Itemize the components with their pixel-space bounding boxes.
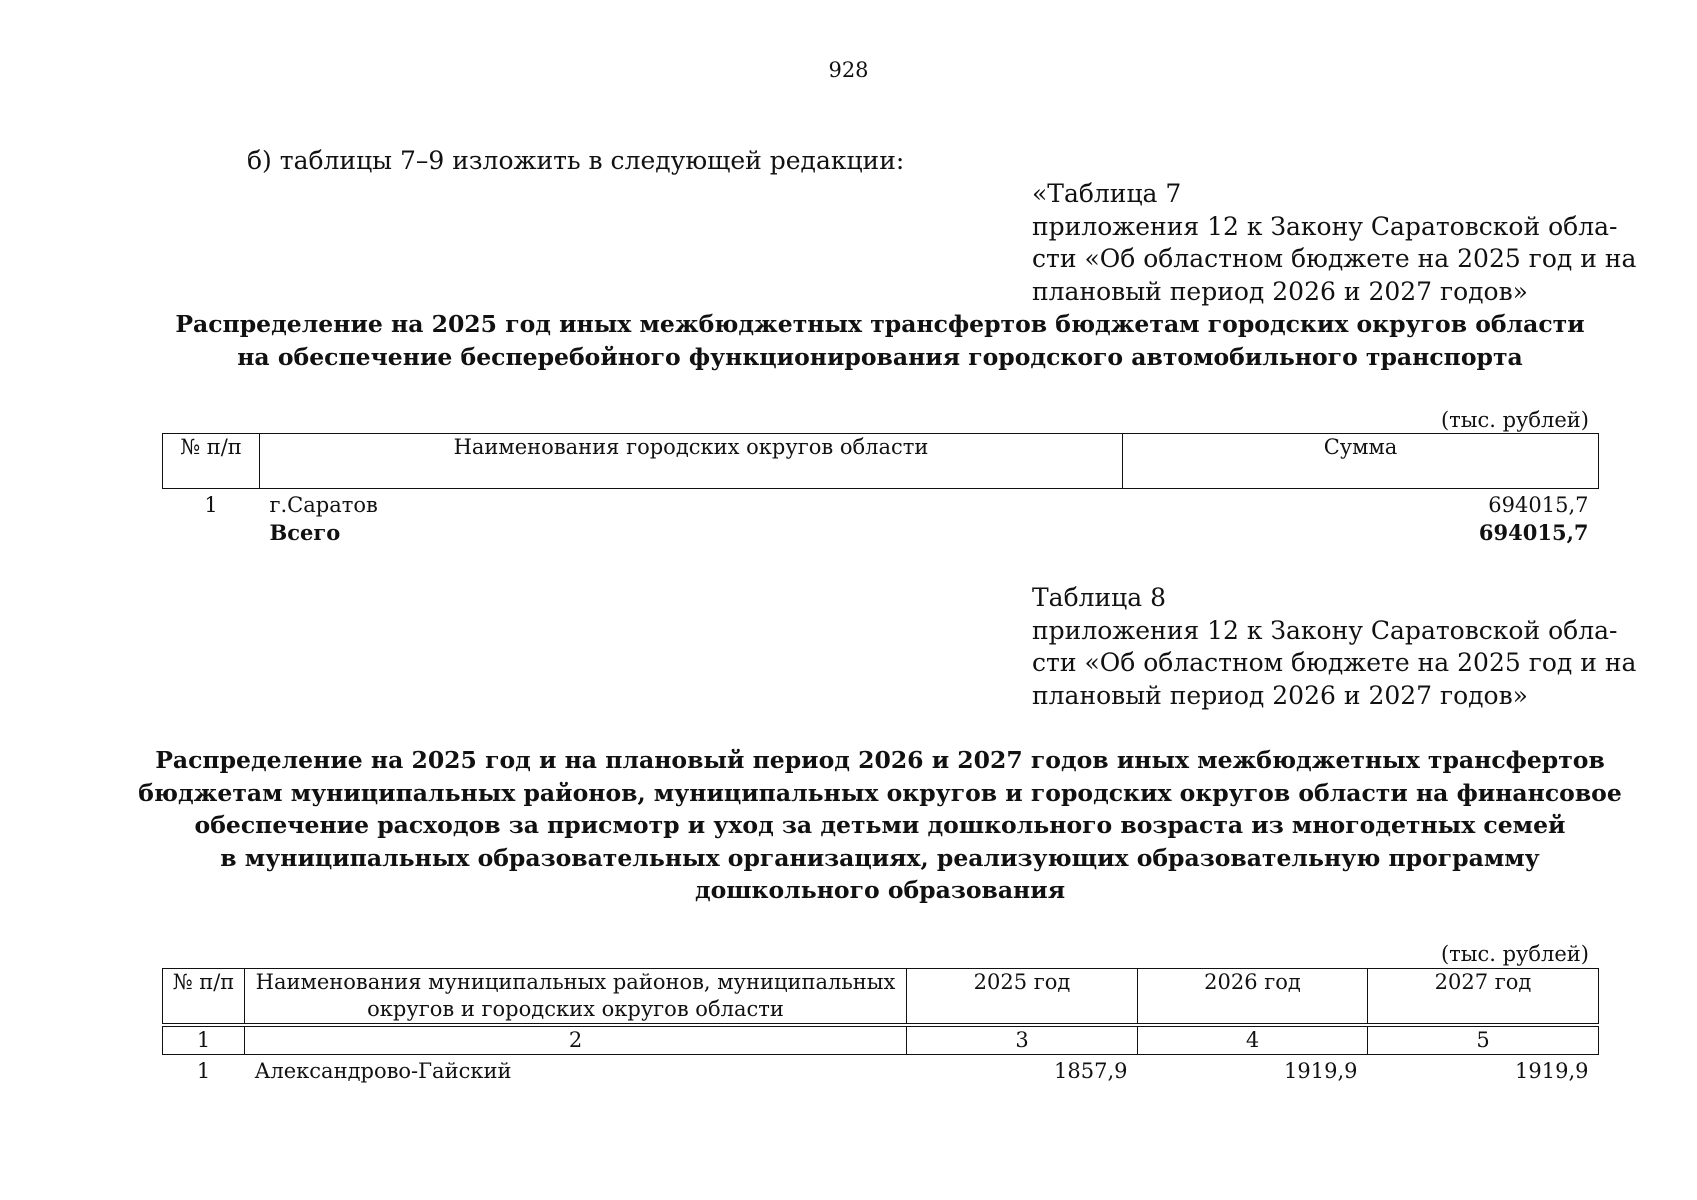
header-2025: 2025 год — [907, 969, 1138, 1026]
table8-appendix-reference — [1032, 582, 1637, 712]
table8-title — [120, 744, 1640, 907]
column-number: 5 — [1368, 1025, 1599, 1055]
table8-unit-label: (тыс. рублей) — [1440, 942, 1589, 966]
row-num: 1 — [204, 493, 218, 517]
title-line: бюджетам муниципальных районов, муниципальных округов и городских округов области на финансовое — [138, 778, 1622, 807]
row-num: 1 — [196, 1059, 211, 1083]
intro-text: б) таблицы 7–9 изложить в следующей редакции: — [247, 146, 905, 175]
column-number: 4 — [1138, 1025, 1368, 1055]
row-2025: 1857,9 — [1054, 1059, 1128, 1083]
column-number: 1 — [163, 1025, 245, 1055]
appendix-line: сти «Об областном бюджете на 2025 год и на — [1032, 244, 1637, 273]
total-row — [163, 519, 1599, 546]
table-row — [163, 489, 1599, 520]
table7-header-row — [163, 434, 1599, 489]
row-sum: 694015,7 — [1488, 493, 1589, 517]
page-number: 928 — [828, 58, 869, 82]
row-name: Александрово-Гайский — [254, 1059, 512, 1083]
table7 — [162, 433, 1599, 546]
row-2027: 1919,9 — [1515, 1059, 1589, 1083]
table8-header-row — [163, 969, 1599, 1026]
title-line: обеспечение расходов за присмотр и уход за детьми дошкольного возраста из многодетных семей — [194, 811, 1566, 839]
title-line: Распределение на 2025 год иных межбюджетных трансфертов бюджетам городских округов области — [175, 310, 1585, 338]
header-num: № п/п — [163, 434, 260, 489]
appendix-line: сти «Об областном бюджете на 2025 год и на — [1032, 648, 1637, 677]
total-label: Всего — [269, 520, 341, 545]
header-2026: 2026 год — [1138, 969, 1368, 1026]
total-sum: 694015,7 — [1478, 520, 1589, 545]
table7-unit-label: (тыс. рублей) — [1440, 408, 1589, 432]
header-name: Наименования городских округов области — [260, 434, 1123, 489]
appendix-line: плановый период 2026 и 2027 годов» — [1032, 276, 1528, 306]
table7-title — [120, 308, 1640, 373]
table8 — [162, 968, 1599, 1085]
title-line: дошкольного образования — [694, 876, 1066, 904]
table-row — [163, 1055, 1599, 1086]
title-line: Распределение на 2025 год и на плановый период 2026 и 2027 годов иных межбюджетных трансфертов — [155, 746, 1605, 774]
appendix-line: приложения 12 к Закону Саратовской обла- — [1032, 615, 1618, 645]
title-line: на обеспечение бесперебойного функционирования городского автомобильного транспорта — [237, 342, 1523, 371]
appendix-line: «Таблица 7 — [1032, 179, 1182, 208]
appendix-line: приложения 12 к Закону Саратовской обла- — [1032, 211, 1618, 241]
table7-appendix-reference — [1032, 178, 1637, 308]
column-number: 2 — [245, 1025, 907, 1055]
appendix-line: плановый период 2026 и 2027 годов» — [1032, 680, 1528, 710]
row-name: г.Саратов — [269, 493, 378, 517]
header-num: № п/п — [163, 969, 245, 1026]
header-sum: Сумма — [1123, 434, 1599, 489]
column-number: 3 — [907, 1025, 1138, 1055]
column-number-row — [163, 1025, 1599, 1055]
row-2026: 1919,9 — [1284, 1059, 1358, 1083]
header-name: Наименования муниципальных районов, муниципальных округов и городских округов области — [245, 969, 907, 1026]
header-2027: 2027 год — [1368, 969, 1599, 1026]
title-line: в муниципальных образовательных организациях, реализующих образовательную программу — [220, 843, 1540, 872]
appendix-line: Таблица 8 — [1032, 583, 1167, 612]
